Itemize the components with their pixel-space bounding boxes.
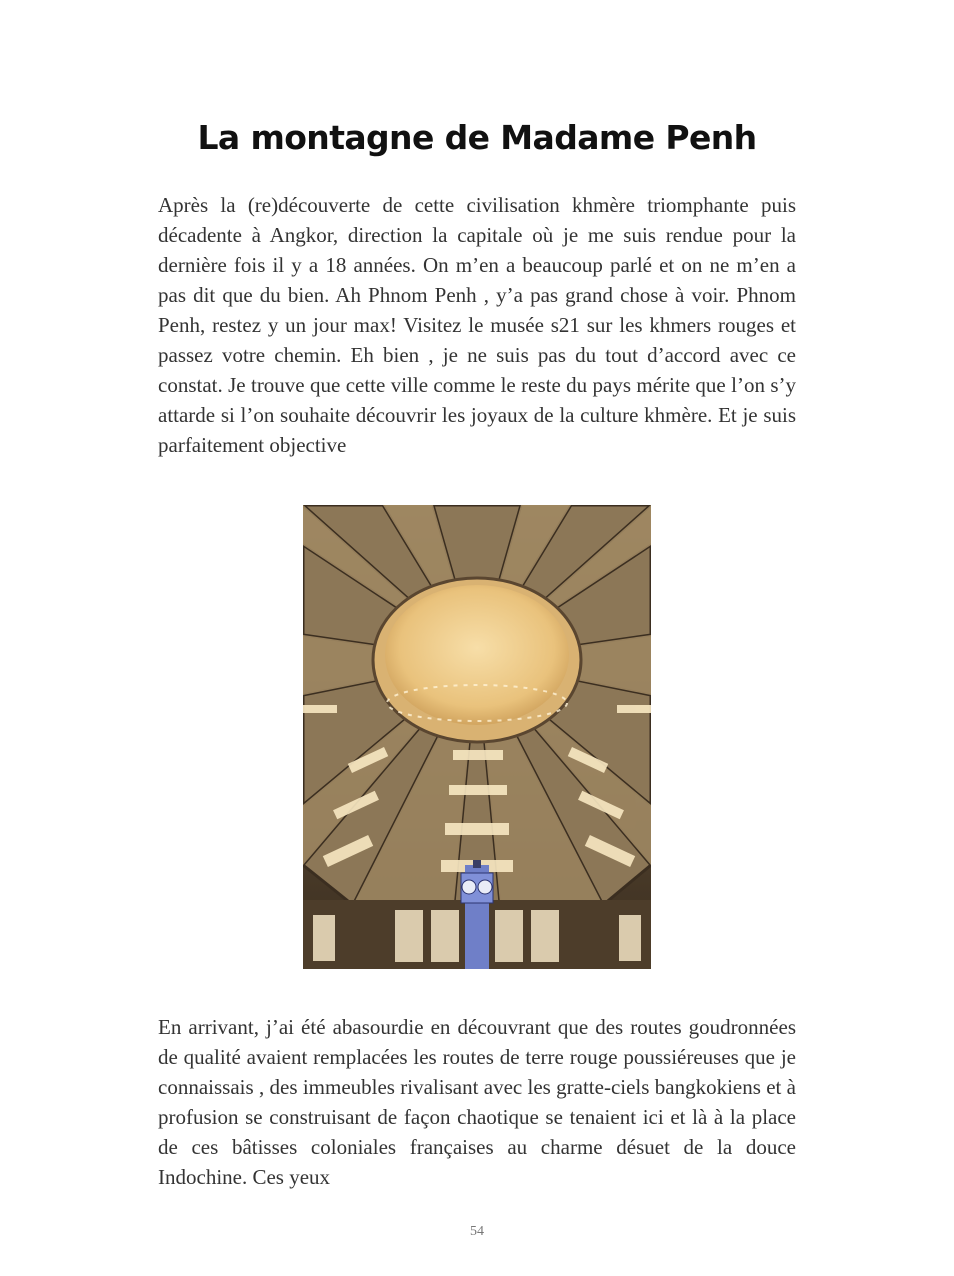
dome-photo	[303, 505, 651, 969]
page-number: 54	[470, 1224, 484, 1239]
paragraph-arrival: En arrivant, j’ai été abasourdie en découvrant que des routes goudronnées de qualité avaient remplacées les routes de terre rouge poussiéreuses que je connaissais , des immeubles rivalisant avec les gratte-ciels bangkokiens et à profusion se construisant de façon chaotique se tenaient ici et là à la place de ces bâtisses coloniales françaises au charme désuet de la douce Indochine. Ces yeux	[158, 1015, 796, 1189]
page-title: La montagne de Madame Penh	[197, 118, 757, 157]
paragraph-intro: Après la (re)découverte de cette civilisation khmère triomphante puis décadente à Angkor, direction la capitale où je me suis rendue pour la dernière fois il y a 18 années. On m’en a beaucoup parlé et on ne m’en a pas dit que du bien. Ah Phnom Penh , y’a pas grand chose à voir. Phnom Penh, restez y un jour max! Visitez le musée s21 sur les khmers rouges et passez votre chemin. Eh bien , je ne suis pas du tout d’accord avec ce constat. Je trouve que cette ville comme le reste du pays mérite que l’on s’y attarde si l’on souhaite découvrir les joyaux de la culture khmère. Et je suis parfaitement objective	[158, 193, 796, 457]
dome-photo-illustration	[303, 505, 651, 969]
clock-tower	[461, 860, 493, 969]
